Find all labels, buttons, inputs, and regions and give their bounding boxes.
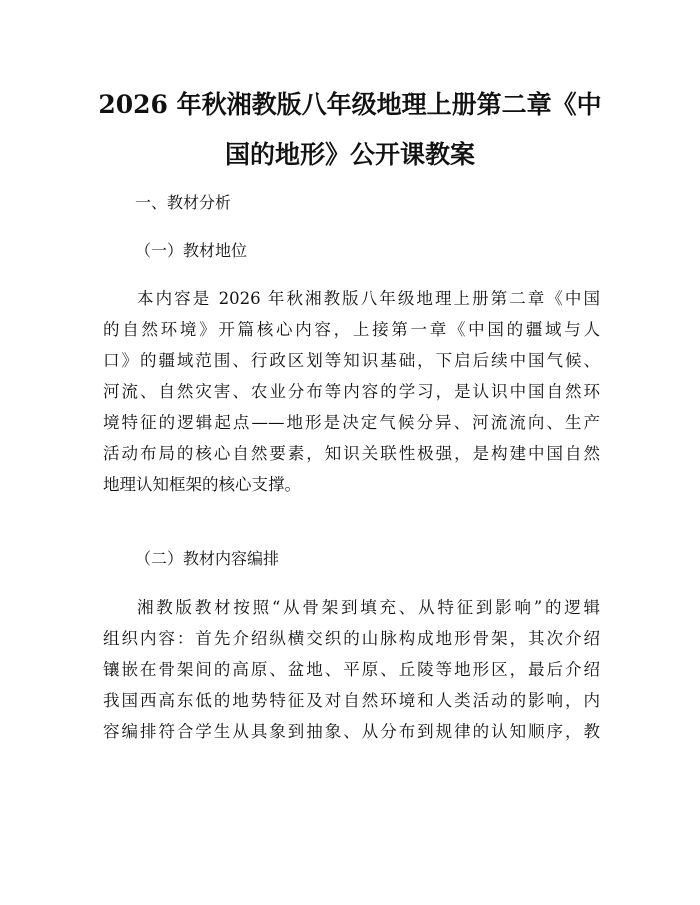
paragraph-line: 我国西高东低的地势特征及对自然环境和人类活动的影响，内 — [103, 691, 600, 710]
paragraph-line: 镶嵌在骨架间的高原、盆地、平原、丘陵等地形区，最后介绍 — [103, 660, 600, 679]
subsection-heading-content-arrangement: （二）教材内容编排 — [135, 549, 280, 568]
paragraph-line: 组织内容：首先介绍纵横交织的山脉构成地形骨架，其次介绍 — [103, 629, 600, 648]
paragraph-line: 的自然环境》开篇核心内容，上接第一章《中国的疆域与人 — [103, 320, 600, 339]
paragraph-line: 活动布局的核心自然要素，知识关联性极强，是构建中国自然 — [103, 444, 600, 463]
paragraph-textbook-position — [103, 283, 600, 500]
paragraph-line: 口》的疆域范围、行政区划等知识基础，下启后续中国气候、 — [103, 351, 600, 370]
section-heading-textbook-analysis: 一、教材分析 — [135, 193, 232, 212]
document-title — [96, 80, 604, 180]
title-line-1: 2026 年秋湘教版八年级地理上册第二章《中 — [98, 90, 602, 119]
paragraph-line: 容编排符合学生从具象到抽象、从分布到规律的认知顺序，教 — [103, 722, 600, 741]
paragraph-content-arrangement — [103, 592, 600, 747]
paragraph-line: 本内容是 2026 年秋湘教版八年级地理上册第二章《中国 — [137, 289, 600, 308]
title-line-2: 国的地形》公开课教案 — [224, 140, 475, 169]
paragraph-line: 境特征的逻辑起点——地形是决定气候分异、河流流向、生产 — [103, 413, 600, 432]
paragraph-line: 湘教版教材按照“从骨架到填充、从特征到影响”的逻辑 — [137, 598, 600, 617]
paragraph-line: 河流、自然灾害、农业分布等内容的学习，是认识中国自然环 — [103, 382, 600, 401]
paragraph-line: 地理认知框架的核心支撑。 — [103, 475, 301, 494]
subsection-heading-textbook-position: （一）教材地位 — [135, 241, 248, 260]
